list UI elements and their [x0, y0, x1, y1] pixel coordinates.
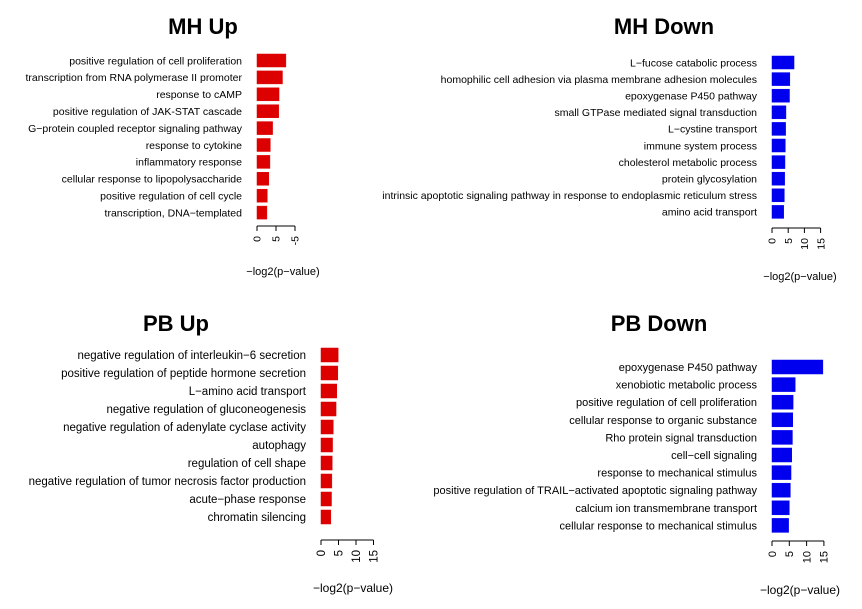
mh-down-category-label: cholesterol metabolic process: [618, 156, 757, 169]
mh-up-category-label: transcription, DNA−templated: [104, 207, 242, 220]
pb-down-title: PB Down: [610, 311, 708, 336]
mh-down-bar: [772, 139, 785, 152]
mh-up-category-label: positive regulation of cell cycle: [100, 190, 242, 203]
pb-down-bar: [772, 501, 789, 515]
pb-down-x-tick-label: 10: [801, 551, 814, 564]
mh-down-category-label: L−fucose catabolic process: [630, 57, 757, 70]
pb-down-bar: [772, 448, 792, 462]
mh-up-x-tick-label: -5: [289, 236, 302, 246]
mh-up-category-label: positive regulation of JAK-STAT cascade: [52, 105, 242, 118]
pb-down-x-tick-label: 5: [784, 551, 797, 558]
mh-down-category-label: homophilic cell adhesion via plasma membrane adhesion molecules: [440, 73, 757, 86]
mh-down-category-label: protein glycosylation: [661, 173, 757, 186]
mh-down-bar: [772, 122, 786, 135]
pb-down-x-axis-label: −log2(p−value): [759, 583, 841, 597]
mh-down-category-label: immune system process: [643, 140, 757, 153]
mh-down-x-axis-label: −log2(p−value): [763, 271, 837, 283]
pb-down-bar: [772, 378, 795, 392]
mh-up-bar: [257, 139, 270, 152]
pb-down-bar: [772, 360, 823, 374]
pb-down-x-tick-label: 15: [818, 551, 831, 564]
mh-down-category-label: epoxygenase P450 pathway: [625, 90, 757, 103]
pb-down-category-label: response to mechanical stimulus: [597, 467, 757, 480]
pb-up-category-label: positive regulation of peptide hormone secretion: [61, 368, 306, 381]
mh-down-bar: [772, 189, 784, 202]
pb-down-category-label: cell−cell signaling: [671, 449, 757, 462]
mh-up-category-label: positive regulation of cell proliferation: [69, 55, 242, 68]
pb-up-bar: [321, 366, 338, 380]
mh-down-bar: [772, 205, 784, 218]
mh-up-category-label: response to cAMP: [156, 89, 242, 102]
mh-up-bar: [257, 206, 267, 219]
mh-down-bar: [772, 172, 785, 185]
mh-up-x-axis-label: −log2(p−value): [246, 266, 320, 278]
mh-up-bar: [257, 71, 282, 84]
pb-down-category-label: calcium ion transmembrane transport: [575, 502, 757, 515]
pb-up-bar: [321, 456, 332, 470]
pb-down-category-label: positive regulation of TRAIL−activated apoptotic signaling pathway: [433, 485, 757, 498]
pb-down-bar: [772, 466, 791, 480]
mh-down-title: MH Down: [613, 14, 715, 39]
mh-up-bar: [257, 155, 270, 168]
mh-down-x-tick-label: 10: [799, 238, 812, 250]
pb-up-x-tick-label: 10: [351, 550, 364, 563]
pb-down-category-label: cellular response to mechanical stimulus: [559, 520, 757, 533]
pb-down-bar: [772, 395, 793, 409]
pb-up-bar: [321, 348, 338, 362]
mh-up-bar: [257, 122, 273, 135]
pb-up-category-label: L−amino acid transport: [188, 386, 306, 399]
pb-down-bar: [772, 430, 792, 444]
mh-up-bar: [257, 189, 267, 202]
pb-down-bar: [772, 413, 793, 427]
mh-up-bar: [257, 54, 286, 67]
pb-up-title: PB Up: [143, 311, 209, 336]
mh-down-x-tick-label: 0: [766, 238, 779, 244]
mh-down-category-label: small GTPase mediated signal transduction: [554, 107, 757, 120]
mh-up-bar: [257, 88, 279, 101]
mh-up-category-label: cellular response to lipopolysaccharide: [61, 173, 242, 186]
mh-down-bar: [772, 106, 786, 119]
mh-down-x-tick-label: 15: [815, 238, 828, 250]
pb-down-category-label: epoxygenase P450 pathway: [618, 361, 757, 374]
pb-up-x-axis-label: −log2(p−value): [312, 581, 394, 595]
mh-up-title: MH Up: [168, 14, 238, 39]
pb-down-category-label: cellular response to organic substance: [569, 414, 757, 427]
mh-up-category-label: response to cytokine: [145, 139, 242, 152]
pb-up-bar: [321, 474, 332, 488]
mh-down-category-label: L−cystine transport: [667, 123, 757, 136]
mh-up-category-label: transcription from RNA polymerase II promoter: [25, 72, 242, 85]
mh-down-category-label: amino acid transport: [661, 206, 757, 219]
pb-up-category-label: negative regulation of adenylate cyclase activity: [63, 422, 306, 435]
mh-down-bar: [772, 73, 790, 86]
pb-up-bar: [321, 384, 337, 398]
pb-down-x-tick-label: 0: [766, 551, 779, 558]
mh-down-category-label: intrinsic apoptotic signaling pathway in response to endoplasmic reticulum stress: [382, 190, 757, 203]
pb-up-x-tick-label: 15: [368, 550, 381, 563]
mh-up-category-label: inflammatory response: [135, 156, 242, 169]
mh-up-bar: [257, 105, 279, 118]
pb-up-bar: [321, 492, 332, 506]
pb-up-bar: [321, 510, 331, 524]
pb-up-category-label: acute−phase response: [189, 494, 306, 507]
mh-up-x-tick-label: 5: [270, 236, 283, 242]
mh-down-bar: [772, 156, 785, 169]
pb-down-bar: [772, 483, 790, 497]
mh-up-x-tick-label: 0: [251, 236, 264, 242]
pb-up-bar: [321, 420, 333, 434]
mh-down-bar: [772, 89, 789, 102]
pb-up-category-label: chromatin silencing: [207, 512, 306, 525]
pb-up-category-label: negative regulation of tumor necrosis factor production: [28, 476, 306, 489]
mh-down-x-tick-label: 5: [782, 238, 795, 244]
pb-down-category-label: positive regulation of cell proliferation: [576, 397, 757, 410]
pb-up-x-tick-label: 0: [316, 550, 329, 557]
pb-up-x-tick-label: 5: [333, 550, 346, 557]
pb-up-category-label: negative regulation of gluconeogenesis: [106, 404, 306, 417]
pb-up-category-label: negative regulation of interleukin−6 secretion: [77, 350, 306, 363]
mh-up-bar: [257, 172, 269, 185]
mh-down-bar: [772, 56, 794, 69]
pb-up-category-label: autophagy: [252, 440, 306, 453]
pb-up-bar: [321, 402, 336, 416]
pb-up-category-label: regulation of cell shape: [187, 458, 306, 471]
pb-down-category-label: xenobiotic metabolic process: [615, 379, 757, 392]
pb-down-bar: [772, 518, 789, 532]
pb-down-category-label: Rho protein signal transduction: [605, 432, 757, 445]
mh-up-category-label: G−protein coupled receptor signaling pathway: [28, 122, 242, 135]
pb-up-bar: [321, 438, 333, 452]
